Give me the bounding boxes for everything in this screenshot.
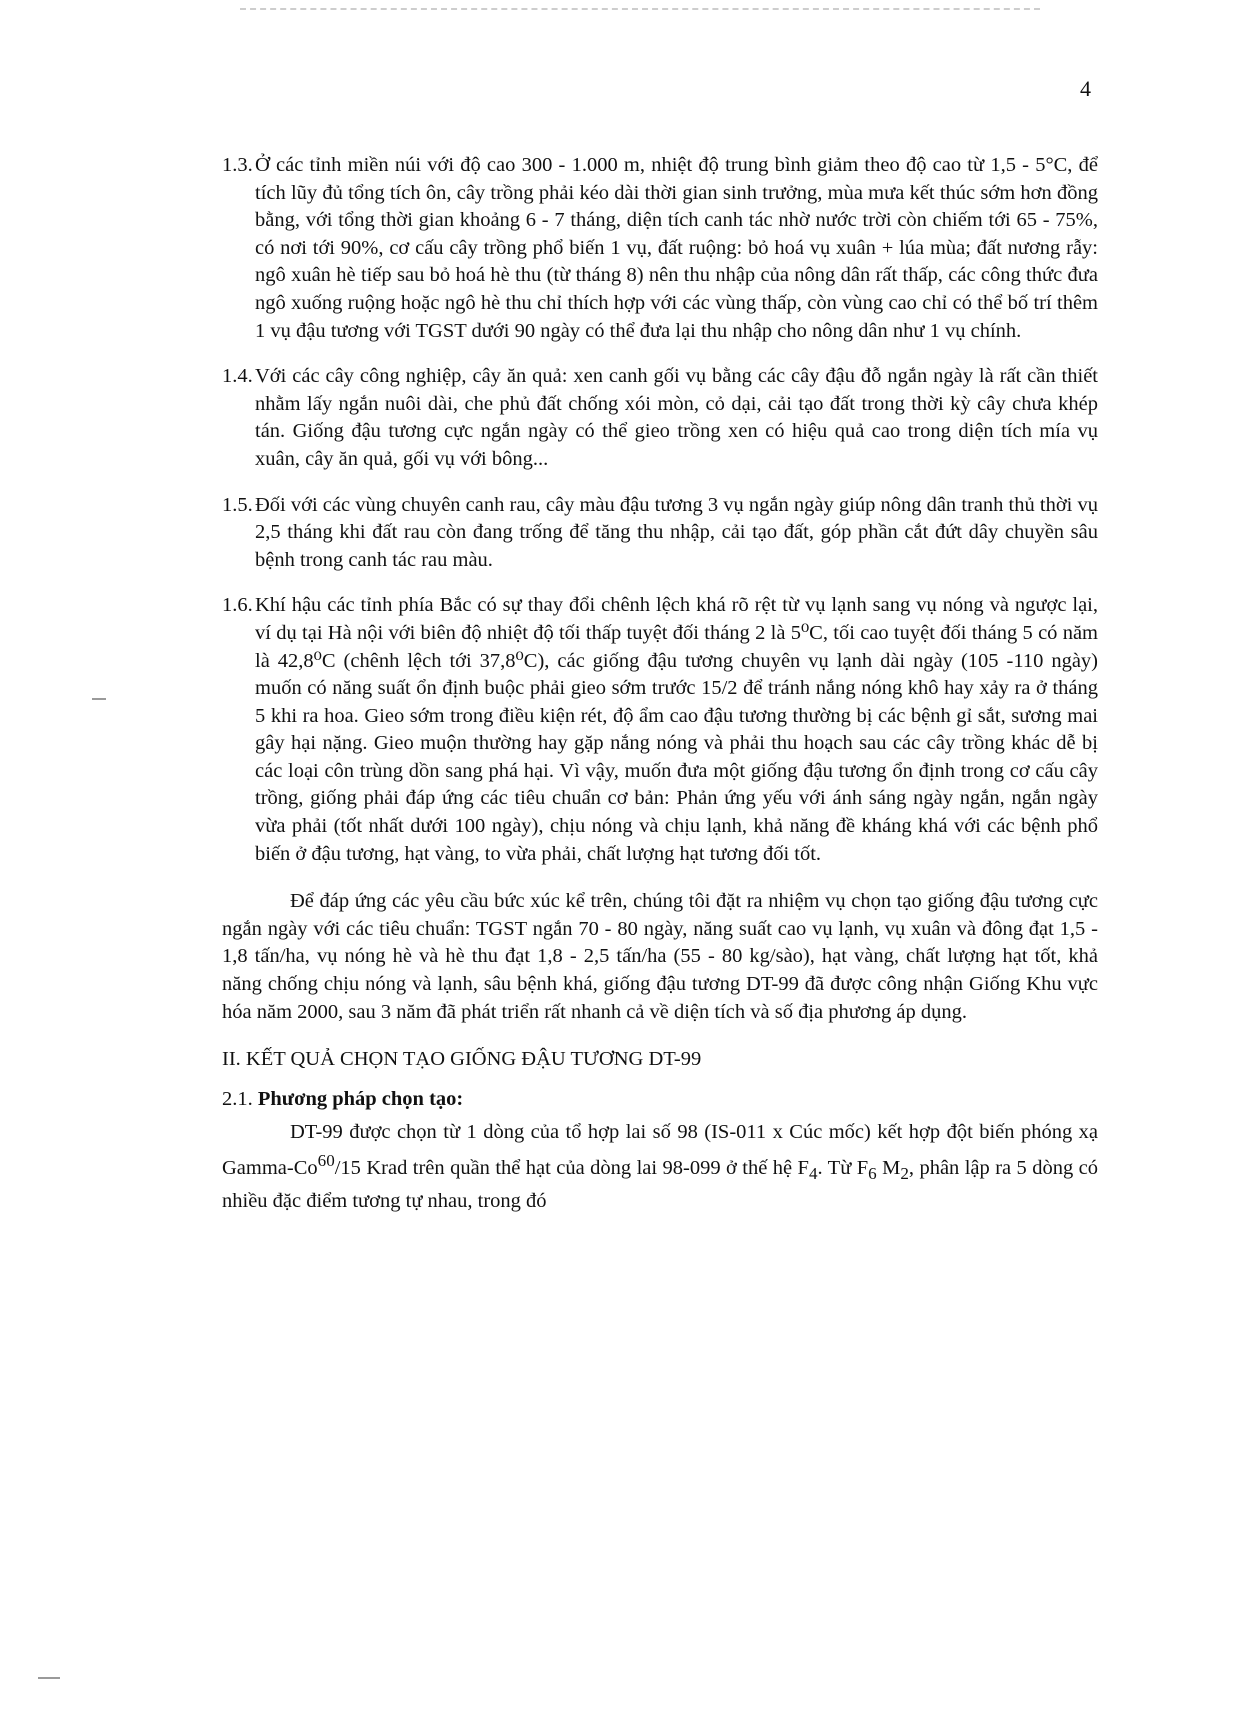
section-heading: II. KẾT QUẢ CHỌN TẠO GIỐNG ĐẬU TƯƠNG DT-99: [222, 1048, 702, 1071]
method-text-4: M: [876, 1156, 901, 1179]
subsection-heading: [222, 1086, 1098, 1114]
page-number: 4: [1080, 76, 1091, 101]
list-item-number: 1.5.: [222, 493, 253, 516]
subsection-title: Phương pháp chọn tạo:: [257, 1087, 464, 1110]
method-text-1: DT-99 được chọn từ 1 dòng của tổ hợp lai số 98 (IS-011 x Cúc mốc) kết hợp đột biến phóng xạ Gamma-Co: [222, 1121, 1098, 1179]
method-paragraph: [222, 1119, 1098, 1215]
method-subscript-f: 6: [868, 1163, 877, 1183]
method-subscript-generation: 4: [808, 1163, 818, 1183]
subsection-number: 2.1.: [222, 1087, 253, 1110]
list-item-number: 1.4.: [222, 365, 253, 388]
list-item: [222, 152, 1098, 345]
list-item-number: 1.3.: [222, 154, 253, 176]
document-body: [222, 152, 1098, 1215]
scan-artifact-bottom: [38, 1677, 60, 1679]
method-text-3: . Từ F: [817, 1156, 869, 1179]
scan-artifact-left: [92, 698, 106, 700]
method-text-5: , phân lập ra 5 dòng có nhiều đặc điểm tương tự nhau, trong đó: [222, 1156, 1098, 1212]
list-item: [222, 492, 1098, 575]
method-subscript-m: 2: [900, 1163, 909, 1183]
list-item-text: Ở các tỉnh miền núi với độ cao 300 - 1.000 m, nhiệt độ trung bình giảm theo độ cao từ 1,5 - 5°C, để tích lũy đủ tổng tích ôn, cây trồng phải kéo dài thời gian sinh trưởng, mùa mưa kết thúc sớm hơn đồng bằng, với tổng thời gian khoảng 6 - 7 tháng, diện tích canh tác nhờ nước trời còn chiếm tới 65 - 75%, có nơi tới 90%, cơ cấu cây trồng phổ biến 1 vụ, đất ruộng: bỏ hoá vụ xuân + lúa mùa; đất nương rẫy: ngô xuân hè tiếp sau bỏ hoá hè thu (từ tháng 8) nên thu nhập của nông dân rất thấp, các công thức đưa ngô xuống ruộng hoặc ngô hè thu chỉ thích hợp với các vùng thấp, còn vùng cao chỉ có thể bố trí thêm 1 vụ đậu tương với TGST dưới 90 ngày có thể đưa lại thu nhập cho nông dân như 1 vụ chính.: [255, 154, 1098, 342]
method-text-2: /15 Krad trên quần thể hạt của dòng lai 98-099 ở thế hệ F: [334, 1156, 809, 1179]
list-item-text: Khí hậu các tỉnh phía Bắc có sự thay đổi chênh lệch khá rõ rệt từ vụ lạnh sang vụ nóng và ngược lại, ví dụ tại Hà nội với biên độ nhiệt độ tối thấp tuyệt đối tháng 2 là 5⁰C, tối cao tuyệt đối tháng 5 có năm là 42,8⁰C (chênh lệch tới 37,8⁰C), các giống đậu tương chuyên vụ lạnh dài ngày (105 -110 ngày) muốn có năng suất ổn định buộc phải gieo sớm trước 15/2 để tránh nắng nóng khô hay xảy ra ở tháng 5 khi ra hoa. Gieo sớm trong điều kiện rét, độ ẩm cao đậu tương thường bị các bệnh gỉ sắt, sương mai gây hại nặng. Gieo muộn thường hay gặp nắng nóng và phải thu hoạch sau các cây trồng khác dễ bị các loại côn trùng dồn sang phá hại. Vì vậy, muốn đưa một giống đậu tương ổn định trong cơ cấu cây trồng, giống phải đáp ứng các tiêu chuẩn cơ bản: Phản ứng yếu với ánh sáng ngày ngắn, ngắn ngày vừa phải (tốt nhất dưới 100 ngày), chịu nóng và chịu lạnh, khả năng đề kháng khá với các bệnh phổ biến ở đậu tương, hạt vàng, to vừa phải, chất lượng hạt tương đối tốt.: [255, 594, 1098, 865]
scan-artifact-top: [240, 8, 1040, 14]
method-superscript: 60: [317, 1151, 335, 1170]
list-item-text: Đối với các vùng chuyên canh rau, cây màu đậu tương 3 vụ ngắn ngày giúp nông dân tranh thủ thời vụ 2,5 tháng khi đất rau còn đang trống để tăng thu nhập, cải tạo đất, góp phần cắt đứt dây chuyền sâu bệnh trong canh tác rau màu.: [255, 493, 1098, 571]
list-item: [222, 592, 1098, 868]
list-item-number: 1.6.: [222, 594, 253, 617]
list-item-text: Với các cây công nghiệp, cây ăn quả: xen canh gối vụ bằng các cây đậu đỗ ngắn ngày là rất cần thiết nhằm lấy ngắn nuôi dài, che phủ đất chống xói mòn, cỏ dại, cải tạo đất trong thời kỳ cây chưa khép tán. Giống đậu tương cực ngắn ngày có thể gieo trồng xen có hiệu quả cao trong diện tích mía vụ xuân, cây ăn quả, gối vụ với bông...: [255, 365, 1098, 470]
list-item: [222, 363, 1098, 473]
body-paragraph: Để đáp ứng các yêu cầu bức xúc kể trên, chúng tôi đặt ra nhiệm vụ chọn tạo giống đậu tương cực ngắn ngày với các tiêu chuẩn: TGST ngắn 70 - 80 ngày, năng suất cao vụ lạnh, vụ xuân và đông đạt 1,5 - 1,8 tấn/ha, vụ nóng hè và hè thu đạt 1,8 - 2,5 tấn/ha (55 - 80 kg/sào), hạt vàng, chất lượng hạt tốt, khả năng chống chịu nóng và lạnh, sâu bệnh khá, giống đậu tương DT-99 đã được công nhận Giống Khu vực hóa năm 2000, sau 3 năm đã phát triển rất nhanh cả về diện tích và số địa phương áp dụng.: [222, 890, 1098, 1023]
